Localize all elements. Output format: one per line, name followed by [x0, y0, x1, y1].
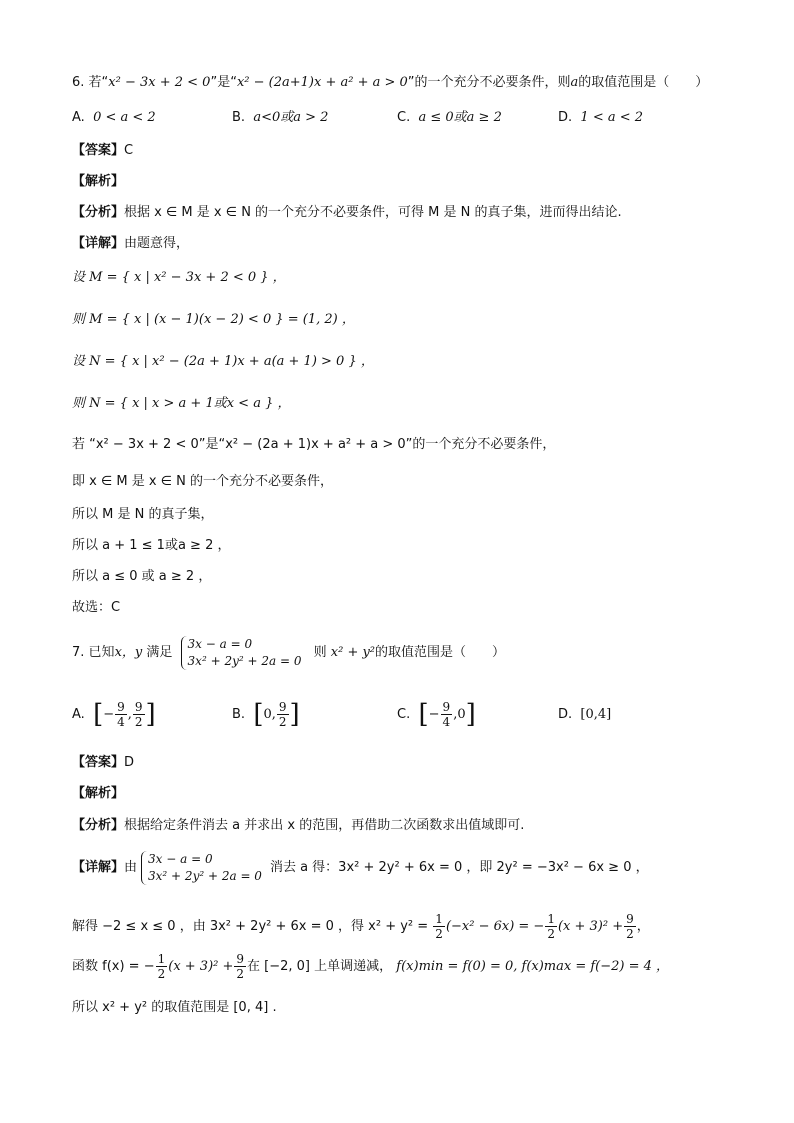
- q6-detail-line: 若 “x² − 3x + 2 < 0”是“x² − (2a + 1)x + a² + a > 0”的一个充分不必要条件，: [72, 437, 556, 452]
- q7-detail-line: 【详解】由3x − a = 0 3x² + 2y² + 2a = 0消去 a 得：3x² + 2y² + 6x = 0 ，即 2y² = −3x² − 6x ≥ 0 ，: [72, 851, 649, 883]
- q6-detail-line: 所以 a ≤ 0 或 a ≥ 2 ，: [72, 569, 212, 584]
- q6-option-a[interactable]: A. 0 < a < 2: [72, 110, 156, 125]
- q7-option-b[interactable]: B. [0, $\frac{9}{2}$ ]: [232, 699, 300, 730]
- q6-option-c[interactable]: C. a ≤ 0或a ≥ 2: [397, 110, 502, 125]
- q6-answer: 【答案】C: [72, 143, 134, 158]
- q6-detail-line: 所以 M 是 N 的真子集，: [72, 507, 214, 522]
- q7-detail-line: 所以 x² + y² 的取值范围是 [0, 4] .: [72, 1000, 277, 1015]
- q7-answer: 【答案】D: [72, 755, 135, 770]
- q6-detail-line: 故选：C: [72, 600, 121, 615]
- q6-detail-line: 设 M = { x | x² − 3x + 2 < 0 } ，: [72, 270, 286, 285]
- q6-analysis-heading: 【解析】: [72, 174, 125, 189]
- q6-detail-line: 则 N = { x | x > a + 1或x < a } ，: [72, 396, 291, 411]
- q6-detail-line: 即 x ∈ M 是 x ∈ N 的一个充分不必要条件，: [72, 474, 334, 489]
- q6-detail-line: 【详解】由题意得，: [72, 236, 190, 251]
- q7-detail-line: 解得 −2 ≤ x ≤ 0 ，由 3x² + 2y² + 6x = 0 ，得 x² + y² = $\frac{1}{2}$ (−x² − 6x) = − $\frac{1}{2}$ (x + 3)² + $\frac{9}{2}$ ，: [72, 912, 650, 941]
- q7-equation-system: 3x − a = 0 3x² + 2y² + 2a = 0: [181, 636, 306, 670]
- q6-detail-line: 所以 a + 1 ≤ 1或a ≥ 2 ，: [72, 538, 231, 553]
- q6-option-b[interactable]: B. a<0或a > 2: [232, 110, 329, 125]
- q7-fenxi: 【分析】根据给定条件消去 a 并求出 x 的范围，再借助二次函数求出值域即可.: [72, 818, 525, 833]
- q7-option-d[interactable]: D. [0,4]: [558, 707, 612, 722]
- q6-detail-line: 则 M = { x | (x − 1)(x − 2) < 0 } = (1, 2) ，: [72, 312, 355, 327]
- q6-stem: 6. 若“x² − 3x + 2 < 0”是“x² − (2a+1)x + a² + a > 0”的一个充分不必要条件，则a的取值范围是（ ）: [72, 75, 709, 90]
- q6-fenxi: 【分析】根据 x ∈ M 是 x ∈ N 的一个充分不必要条件，可得 M 是 N 的真子集，进而得出结论.: [72, 205, 622, 220]
- q7-analysis-heading: 【解析】: [72, 786, 125, 801]
- q7-option-a[interactable]: A. [− $\frac{9}{4}$ , $\frac{9}{2}$ ]: [72, 699, 156, 730]
- q7-option-c[interactable]: C. [− $\frac{9}{4}$ ,0]: [397, 699, 476, 730]
- q7-detail-system: 3x − a = 0 3x² + 2y² + 2a = 0: [141, 851, 266, 885]
- q6-option-d[interactable]: D. 1 < a < 2: [558, 110, 644, 125]
- q7-detail-line: 函数 f(x) = − $\frac{1}{2}$ (x + 3)² + $\frac{9}{2}$ 在 [−2, 0] 上单调递减， f(x)min = f(0) = 0, f(x)max = f(−2) = 4 ，: [72, 952, 670, 981]
- q7-stem: 7. 已知x，y 满足 3x − a = 0 3x² + 2y² + 2a = 0 则 x² + y²的取值范围是（ ）: [72, 636, 506, 668]
- q6-detail-line: 设 N = { x | x² − (2a + 1)x + a(a + 1) > 0 } ，: [72, 354, 374, 369]
